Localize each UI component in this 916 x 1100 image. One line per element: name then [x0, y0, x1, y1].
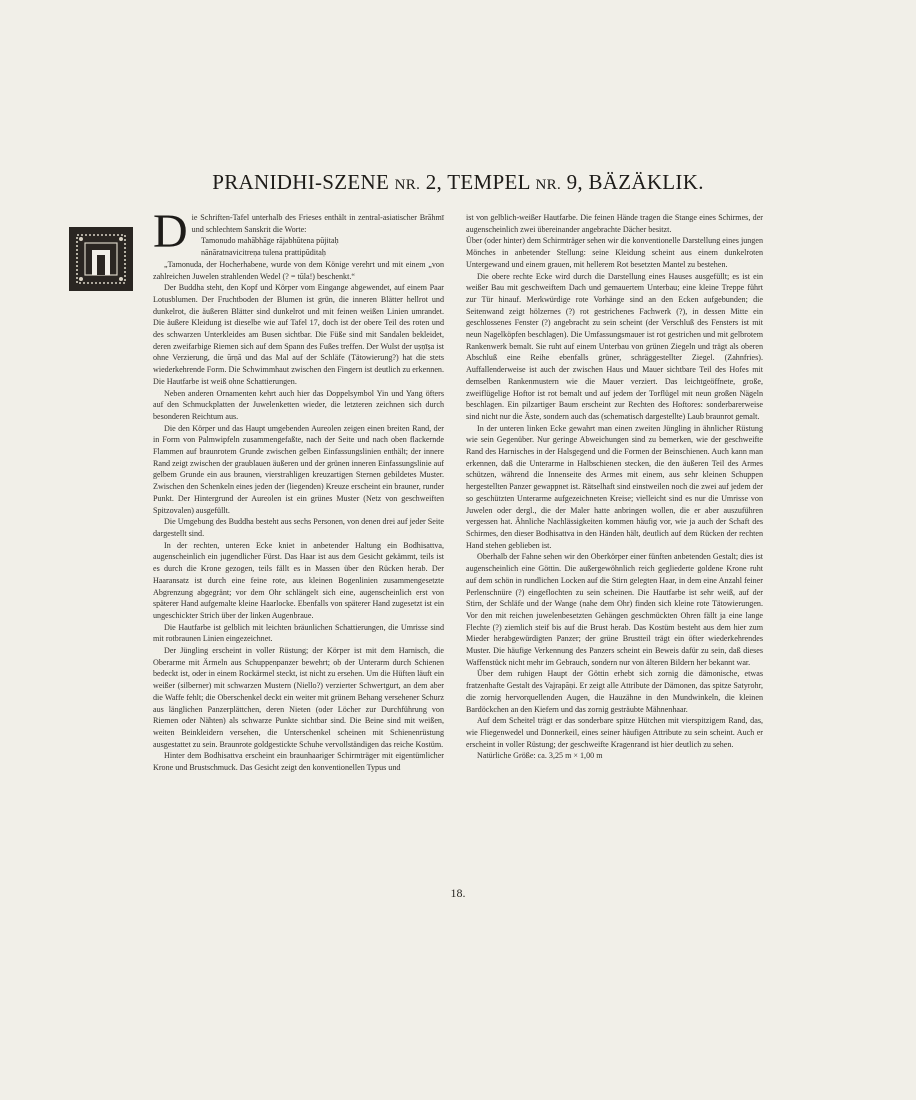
paragraph: In der rechten, unteren Ecke kniet in anbetender Haltung ein Bodhisattva, augenscheinlich ein jugendlicher Fürst. Das Haar ist aus dem Gesicht gekämmt, teils ist es durch die Krone gezogen, teils fällt es in Massen über den Rücken herab. Der Haaransatz ist durch eine feine rote, aus kleinen Bogenlinien zusammengesetzte Abgrenzung abgegränt; vor dem Ohr schlängelt sich eine, augenscheinlich erst von späterer Hand aufgemalte kleine Haarlocke. Ebenfalls von späterer Hand zugesetzt ist ein ungeschickter Strich über der linken Augenbraue. — [153, 540, 444, 620]
paragraph: „Tamonuda, der Hocherhabene, wurde von dem Könige verehrt und mit einem „von zahlreichen Juwelen strahlenden Wedel (? = tūla!) beschenkt.“ — [153, 259, 444, 281]
paragraph: Der Jüngling erscheint in voller Rüstung; der Körper ist mit dem Harnisch, die Oberarme mit Ärmeln aus Schuppenpanzer bewehrt; ob der Unterarm durch Schienen bedeckt ist, oder in einem Rockärmel steckt, ist nicht zu ersehen. Um die Hüften läuft ein weißer (silberner) mit schwarzen Mustern (Niello?) verzierter Schwertgurt, an dem aber die Waffe fehlt; die Oberschenkel deckt ein weiter mit grünem Behang versehener Schurz aus länglichen Panzerplättchen, deren Nieten (oder Löcher zur Durchführung von Riemen oder Nähten) als schwarze Punkte sichtbar sind. Die Beine sind mit weißen, weiten Beinkleidern versehen, die Unterschenkel scheinen mit Schienenrüstung ausgestattet zu sein. Braunrote goldgestickte Schuhe vervollständigen das reiche Kostüm. — [153, 646, 444, 749]
sanskrit-line-2: nānāratnavicitreṇa tulena prattipūditaḥ — [201, 248, 326, 258]
title-nr-b: NR. — [535, 177, 562, 193]
paragraph: Über dem ruhigen Haupt der Göttin erhebt sich zornig die dämonische, etwas fratzenhafte Gestalt des Vajrapāṇi. Er zeigt alle Attribute der Dämonen, das spitze Satyrohr, die zornig hervorquellenden Augen, die Hauzähne in den Mundwinkeln, die kleinen Bardöckchen an den Kiefern und das zornig gesträubte Mähnenhaar. — [466, 669, 763, 714]
title-num-a: 2, TEMPEL — [425, 170, 530, 194]
paragraph: Der Buddha steht, den Kopf und Körper vom Eingange abgewendet, auf einem Paar Lotusblumen. Der Fruchtboden der Blumen ist grün, die inneren Blätter hellrot und dunkelrot, die äußeren Blätter sind dunkelrot und mit feinen weißen Linien umrandet. Die äußere Kleidung ist dieselbe wie auf Tafel 17, doch ist der obere Teil des roten und des schwarzen Unterkleides am Busen sichtbar. Die Füße sind mit Sandalen bekleidet, deren zweifarbige Riemen sich auf dem Spann des Fußes treffen. Der Wulst der uṣṇīṣa ist ohne Verzierung, die ūrṇā und das Mal auf der Schläfe (Tätowierung?) hat die stets wiederkehrende Form. Die Schwimmhaut zwischen den Fingern ist deutlich zu erkennen. Die Hautfarbe ist weiß ohne Schattierungen. — [153, 283, 444, 386]
page-number: 18. — [450, 886, 466, 900]
paragraph: Die den Körper und das Haupt umgebenden Aureolen zeigen einen breiten Rand, der in Form von Palmwipfeln zusammengefaßte, nach der Seite und nach oben flackernde Flammen auf braunrotem Grunde zwischen gelben Einfassungslinien enthält; der innere Rand zeigt zwischen der graublauen äußeren und der grünen inneren Einfassungslinie auf gelbem Grunde ein aus braunen, vierstrahligen kreuzartigen Sternen gebildetes Muster. Zwischen den Schenkeln eines jeden der (liegenden) Kreuze erscheint ein brauner, runder Punkt. Der Hintergrund der Aureolen ist ein grünes Muster (Netz von geschweiften Spitzovalen) ausgefüllt. — [153, 423, 444, 515]
sanskrit-line-1: Tamonudo mahābhāge rājabhūtena pūjitaḥ — [201, 236, 339, 246]
paragraph: Neben anderen Ornamenten kehrt auch hier das Doppelsymbol Yin und Yang öfters auf den Schmuckplatten der Juwelenketten wieder, die letzteren zeichnen sich durch besonderen Reichtum aus. — [153, 388, 444, 421]
title-num-b: 9, BÄZÄKLIK. — [566, 170, 704, 194]
title-nr-a: NR. — [394, 177, 421, 193]
paragraph: Auf dem Scheitel trägt er das sonderbare spitze Hütchen mit vierspitzigem Rand, das, wie Fliegenwedel und Donnerkeil, eines seiner häufigen Attribute zu sein scheint. Auch er erscheint in voller Rüstung; der geschweifte Kragenrand ist hier deutlich zu sehen. — [466, 716, 763, 749]
paragraph: Über (oder hinter) dem Schirmträger sehen wir die konventionelle Darstellung eines jungen Mönches in anbetender Stellung: seine Kleidung scheint aus einem dunkelroten Untergewand und einem grauen, mit hellerem Rot besetzten Mantel zu bestehen. — [466, 236, 763, 269]
right-column — [466, 212, 763, 762]
paragraph: Hinter dem Bodhisattva erscheint ein braunhaariger Schirmträger mit eigentümlicher Krone und Brustschmuck. Das Gesicht zeigt den konventionellen Typus und — [153, 751, 444, 773]
paragraph: ie Schriften-Tafel unterhalb des Frieses enthält in zentral-asiatischer Brāhmī und schlechtem Sanskrit die Worte: — [191, 213, 444, 234]
ornamental-initial-icon — [68, 226, 134, 292]
page-title — [0, 170, 916, 195]
opening-block — [153, 205, 444, 259]
paragraph: Die Umgebung des Buddha besteht aus sechs Personen, von denen drei auf jeder Seite dargestellt sind. — [153, 517, 444, 538]
dimensions-note: Natürliche Größe: ca. 3,25 m × 1,00 m — [477, 751, 603, 761]
paragraph: In der unteren linken Ecke gewahrt man einen zweiten Jüngling in ähnlicher Rüstung wie sein Gegenüber. Nur geringe Abweichungen sind zu bemerken, wie der geschweifte Rand des Harnisches in der Halsgegend und die Formen der Beinschienen. Auch kann man erkennen, daß die Unterarme in Halbschienen stecken, die den äußeren Teil des Armes schützen, während die Innenseite des Armes mit einem, aus sehr kleinen Schuppen hergestellten Panzer gewappnet ist. Rätselhaft sind einstweilen noch die zwei auf jedem der so geschützten Unterarme aufgezeichneten Kreise; vielleicht sind es nur die Umrisse von Juwelen oder dergl., die der Maler hatte anbringen wollen, die er aber auszuführen vergessen hat. Ähnliche Nachlässigkeiten kommen häufig vor, wie ja auch der Schaft des Schirmes, den dieser Bodhisattva in den Händen hält, deutlich auf dem Rücken der rechten Hand stehen geblieben ist. — [466, 423, 763, 550]
paragraph: Die obere rechte Ecke wird durch die Darstellung eines Hauses ausgefüllt; es ist ein weißer Bau mit geschweiftem Dach und gemauertem Unterbau; eine kleine Treppe führt zur Tür hinauf. Merkwürdige rote Vorhänge sind an den Ecken aufgebunden; die Seitenwand zeigt hölzernes (?) rot gestrichenes Fachwerk (?), in dessen Mitte ein geschlossenes Fenster (?) angebracht zu sein scheint (der Verschluß des Fensters ist mit neun Nagelköpfen beschlagen). Die Umfassungsmauer ist rot gestrichen und mit gelbrotem Rankenwerk bemalt. Sie ruht auf einem Unterbau von grünen Ziegeln und trägt als oberen Abschluß eine Reihe ebenfalls grüner, schräggestellter Ziegel. (Zahnfries). Auffallenderweise ist auch der zwischen Haus und Mauer sichtbare Teil des Hofes mit demselben Rankenmustern wie die Mauer verziert. Das leichtgeöffnete, große, zweiflügelige Hoftor ist rot bemalt und auf jedem der Torflügel mit neun großen Nägeln beschlagen. Ein pilzartiger Baum erscheint zur Rechten des Hoftores: sonderbarerweise sind nicht nur die Äste, sondern auch das (schematisch dargestellte) Laub braunrot gemalt. — [466, 271, 763, 421]
left-column — [153, 205, 444, 774]
paragraph: Die Hautfarbe ist gelblich mit leichten bräunlichen Schattierungen, die Umrisse sind mit rotbraunen Linien eingezeichnet. — [153, 622, 444, 644]
drop-cap: D — [153, 205, 188, 258]
paragraph: ist von gelblich-weißer Hautfarbe. Die feinen Hände tragen die Stange eines Schirmes, der augenscheinlich zwei übereinander angebrachte Dächer besitzt. — [466, 213, 763, 234]
title-part-1: PRANIDHI-SZENE — [212, 170, 390, 194]
paragraph: Oberhalb der Fahne sehen wir den Oberkörper einer fünften anbetenden Gestalt; dies ist augenscheinlich eine Göttin. Die außergewöhnlich reich gegliederte goldene Krone ruht auf dem schön in rundlichen Locken auf die Stirn gelegten Haar, in dem eine Anzahl feiner Perlenschnüre (?) eingeflochten zu sein scheinen. Die Hautfarbe ist sehr weiß, auf der Stirn, der Schläfe und der Wange (nahe dem Ohr) finden sich kleine rote Tätowierungen. Vor den mit reichen juwelenbesetzten Gehängen geschmückten Ohren fällt ja eine lange Flechte (?) ziemlich steif bis auf die Brust herab. Das Kostüm besteht aus dem hier zum Mieder herabgewürdigten Panzer; der grüne Brustteil trägt ein öfter wiederkehrendes Muster. Die häufige Verkennung des Panzers scheint ein Beweis dafür zu sein, daß dieses Waffenstück nicht mehr im Gebrauch, sondern nur von älteren Bildern her bekannt war. — [466, 552, 763, 667]
